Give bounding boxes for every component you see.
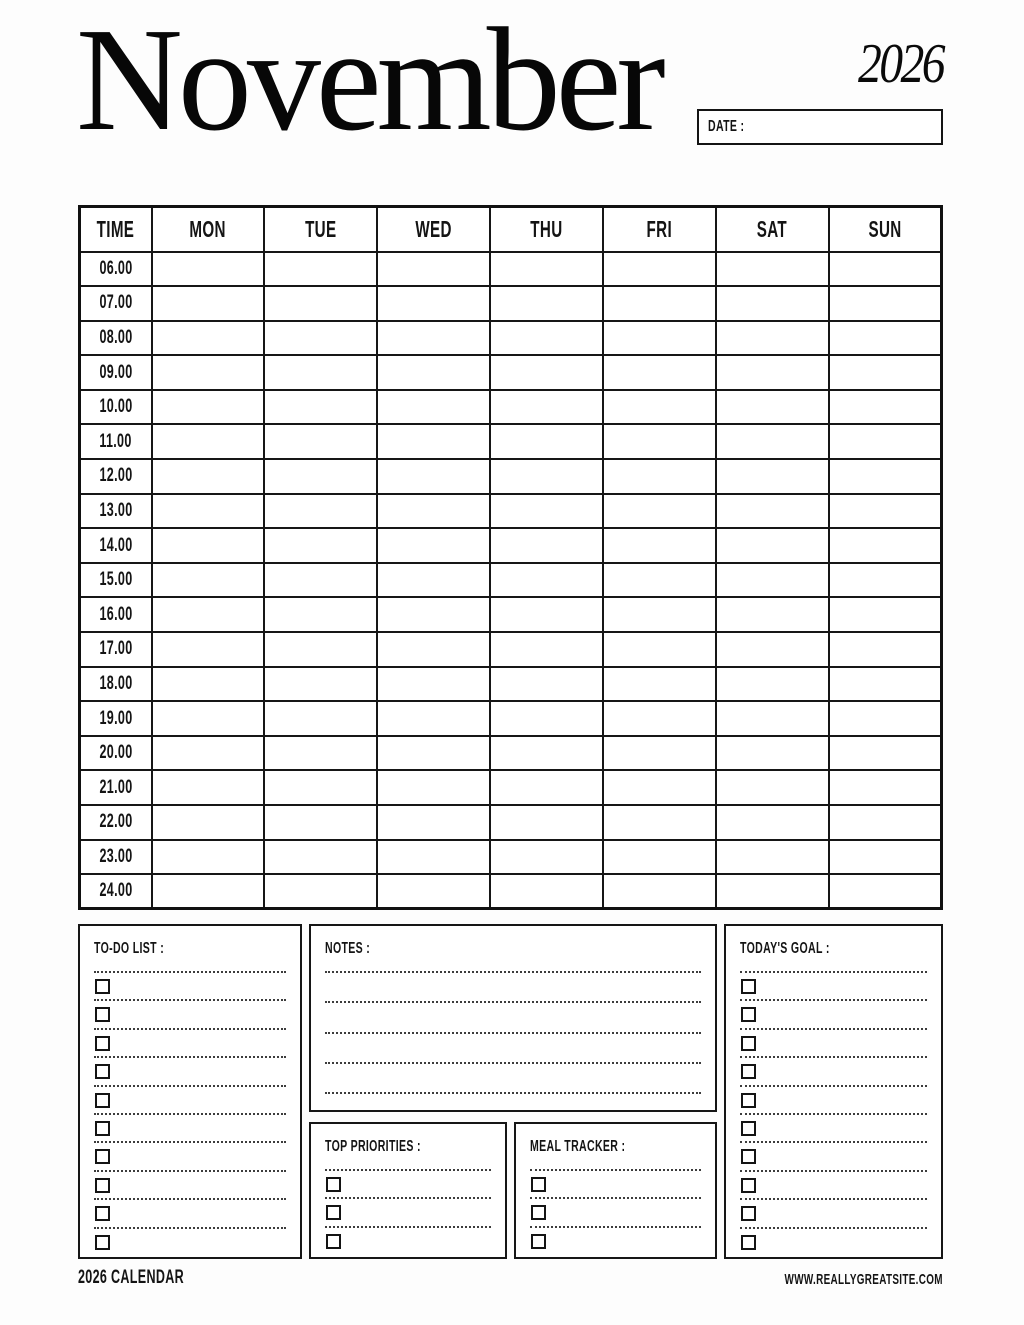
time-label	[80, 390, 152, 425]
schedule-cell[interactable]	[377, 252, 490, 287]
schedule-cell[interactable]	[829, 805, 942, 840]
schedule-cell[interactable]	[152, 667, 265, 702]
schedule-cell[interactable]	[829, 321, 942, 356]
schedule-cell[interactable]	[152, 840, 265, 875]
goal-checkbox[interactable]	[741, 1064, 756, 1079]
time-label	[80, 770, 152, 805]
time-label	[80, 632, 152, 667]
goal-item	[740, 971, 927, 999]
schedule-cell[interactable]	[603, 667, 716, 702]
schedule-cell[interactable]	[829, 390, 942, 425]
meal-tracker-title: MEAL TRACKER :	[530, 1138, 626, 1155]
schedule-cell[interactable]	[490, 494, 603, 529]
schedule-row	[80, 390, 942, 425]
schedule-cell[interactable]	[603, 459, 716, 494]
schedule-cell[interactable]	[490, 736, 603, 771]
schedule-cell[interactable]	[377, 736, 490, 771]
schedule-cell[interactable]	[152, 390, 265, 425]
schedule-row	[80, 528, 942, 563]
priority-checkbox[interactable]	[326, 1177, 341, 1192]
schedule-cell[interactable]	[829, 597, 942, 632]
schedule-row	[80, 736, 942, 771]
priority-checkbox[interactable]	[326, 1205, 341, 1220]
column-header-wed	[377, 207, 490, 252]
todo-checkbox[interactable]	[95, 1093, 110, 1108]
goal-item	[740, 1028, 927, 1056]
schedule-row	[80, 459, 942, 494]
time-label-text: 12.00	[99, 465, 133, 487]
time-label	[80, 286, 152, 321]
priority-item	[325, 1169, 491, 1197]
column-header-label: FRI	[646, 215, 673, 242]
schedule-cell[interactable]	[264, 563, 377, 598]
schedule-cell[interactable]	[152, 459, 265, 494]
schedule-cell[interactable]	[264, 770, 377, 805]
todays-goal-box	[724, 924, 943, 1259]
column-header-thu	[490, 207, 603, 252]
schedule-cell[interactable]	[716, 459, 829, 494]
goal-checkbox[interactable]	[741, 1235, 756, 1250]
column-header-label: TUE	[305, 215, 337, 242]
schedule-header-row	[80, 207, 942, 252]
column-header-label: SAT	[757, 215, 788, 242]
goal-item	[740, 999, 927, 1027]
schedule-cell[interactable]	[603, 321, 716, 356]
schedule-cell[interactable]	[829, 286, 942, 321]
schedule-cell[interactable]	[152, 424, 265, 459]
schedule-cell[interactable]	[716, 805, 829, 840]
todo-list-title: TO-DO LIST :	[94, 940, 165, 957]
todo-list-box	[78, 924, 302, 1259]
goal-item	[740, 1170, 927, 1198]
schedule-cell[interactable]	[377, 494, 490, 529]
schedule-cell[interactable]	[377, 286, 490, 321]
time-label-text: 13.00	[99, 499, 133, 521]
schedule-cell[interactable]	[264, 252, 377, 287]
schedule-row	[80, 424, 942, 459]
schedule-cell[interactable]	[152, 701, 265, 736]
schedule-cell[interactable]	[490, 874, 603, 909]
schedule-cell[interactable]	[716, 528, 829, 563]
time-label-text: 15.00	[99, 569, 133, 591]
schedule-cell[interactable]	[829, 252, 942, 287]
top-priorities-title: TOP PRIORITIES :	[325, 1138, 421, 1155]
schedule-cell[interactable]	[264, 667, 377, 702]
goal-item	[740, 1227, 927, 1255]
schedule-cell[interactable]	[716, 667, 829, 702]
schedule-cell[interactable]	[716, 424, 829, 459]
date-label: DATE :	[708, 118, 745, 135]
priority-checkbox[interactable]	[326, 1234, 341, 1249]
note-line	[325, 1062, 701, 1092]
todo-checkbox[interactable]	[95, 1036, 110, 1051]
schedule-cell[interactable]	[377, 840, 490, 875]
schedule-cell[interactable]	[152, 286, 265, 321]
time-label-text: 20.00	[99, 742, 133, 764]
time-label	[80, 667, 152, 702]
todo-checkbox[interactable]	[95, 1178, 110, 1193]
goal-item	[740, 1113, 927, 1141]
time-label	[80, 701, 152, 736]
todo-checkbox[interactable]	[95, 1121, 110, 1136]
schedule-row	[80, 632, 942, 667]
schedule-cell[interactable]	[152, 321, 265, 356]
goal-item	[740, 1085, 927, 1113]
time-label	[80, 736, 152, 771]
time-label-text: 18.00	[99, 672, 133, 694]
time-label	[80, 840, 152, 875]
schedule-row	[80, 667, 942, 702]
schedule-cell[interactable]	[490, 805, 603, 840]
todo-item	[94, 1028, 286, 1056]
notes-title: NOTES :	[325, 940, 371, 957]
time-label-text: 21.00	[99, 776, 133, 798]
schedule-cell[interactable]	[377, 528, 490, 563]
schedule-cell[interactable]	[716, 770, 829, 805]
schedule-row	[80, 321, 942, 356]
time-label-text: 06.00	[99, 257, 133, 279]
schedule-cell[interactable]	[377, 321, 490, 356]
todo-checkbox[interactable]	[95, 1149, 110, 1164]
schedule-cell[interactable]	[603, 632, 716, 667]
time-label-text: 10.00	[99, 396, 133, 418]
todo-item	[94, 1141, 286, 1169]
schedule-cell[interactable]	[377, 874, 490, 909]
priority-item	[325, 1197, 491, 1225]
time-label-text: 19.00	[99, 707, 133, 729]
schedule-cell[interactable]	[829, 528, 942, 563]
schedule-cell[interactable]	[716, 597, 829, 632]
schedule-table	[78, 205, 943, 910]
goal-checkbox[interactable]	[741, 979, 756, 994]
meal-item	[530, 1197, 701, 1225]
schedule-cell[interactable]	[264, 632, 377, 667]
schedule-cell[interactable]	[603, 805, 716, 840]
schedule-cell[interactable]	[490, 355, 603, 390]
schedule-cell[interactable]	[716, 632, 829, 667]
schedule-cell[interactable]	[716, 286, 829, 321]
time-label	[80, 494, 152, 529]
schedule-cell[interactable]	[603, 424, 716, 459]
schedule-cell[interactable]	[490, 459, 603, 494]
schedule-cell[interactable]	[603, 563, 716, 598]
schedule-row	[80, 355, 942, 390]
schedule-cell[interactable]	[716, 321, 829, 356]
schedule-cell[interactable]	[490, 667, 603, 702]
goal-checkbox[interactable]	[741, 1093, 756, 1108]
time-label	[80, 874, 152, 909]
schedule-cell[interactable]	[152, 805, 265, 840]
column-header-time	[80, 207, 152, 252]
schedule-cell[interactable]	[716, 701, 829, 736]
goal-item	[740, 1141, 927, 1169]
time-label	[80, 597, 152, 632]
schedule-row	[80, 494, 942, 529]
todo-item	[94, 1085, 286, 1113]
top-priorities-box	[309, 1122, 507, 1259]
footer-calendar-label: 2026 CALENDAR	[78, 1267, 185, 1288]
meal-tracker-box	[514, 1122, 717, 1259]
priority-item	[325, 1226, 491, 1254]
date-field[interactable]	[697, 109, 943, 145]
schedule-cell[interactable]	[490, 701, 603, 736]
goal-checkbox[interactable]	[741, 1036, 756, 1051]
schedule-cell[interactable]	[603, 597, 716, 632]
schedule-cell[interactable]	[152, 528, 265, 563]
column-header-label: SUN	[868, 215, 902, 242]
schedule-cell[interactable]	[829, 563, 942, 598]
schedule-cell[interactable]	[490, 840, 603, 875]
schedule-cell[interactable]	[829, 667, 942, 702]
schedule-cell[interactable]	[377, 597, 490, 632]
schedule-cell[interactable]	[490, 770, 603, 805]
note-line	[325, 1032, 701, 1062]
column-header-sat	[716, 207, 829, 252]
schedule-cell[interactable]	[264, 736, 377, 771]
schedule-cell[interactable]	[377, 701, 490, 736]
notes-box	[309, 924, 717, 1112]
schedule-cell[interactable]	[603, 355, 716, 390]
todo-item	[94, 1113, 286, 1141]
schedule-cell[interactable]	[152, 770, 265, 805]
schedule-cell[interactable]	[377, 424, 490, 459]
todo-checkbox[interactable]	[95, 1235, 110, 1250]
schedule-cell[interactable]	[152, 874, 265, 909]
schedule-cell[interactable]	[152, 252, 265, 287]
schedule-cell[interactable]	[716, 840, 829, 875]
schedule-cell[interactable]	[490, 424, 603, 459]
time-label-text: 23.00	[99, 845, 133, 867]
schedule-cell[interactable]	[490, 286, 603, 321]
note-line	[325, 1092, 701, 1122]
schedule-cell[interactable]	[603, 736, 716, 771]
column-header-sun	[829, 207, 942, 252]
schedule-cell[interactable]	[264, 355, 377, 390]
schedule-cell[interactable]	[264, 390, 377, 425]
todo-checkbox[interactable]	[95, 1206, 110, 1221]
schedule-cell[interactable]	[603, 840, 716, 875]
goal-checkbox[interactable]	[741, 1007, 756, 1022]
schedule-cell[interactable]	[377, 805, 490, 840]
schedule-cell[interactable]	[716, 355, 829, 390]
column-header-label: TIME	[96, 215, 135, 242]
schedule-cell[interactable]	[829, 701, 942, 736]
time-label	[80, 355, 152, 390]
schedule-cell[interactable]	[264, 494, 377, 529]
schedule-cell[interactable]	[377, 632, 490, 667]
column-header-label: WED	[415, 215, 452, 242]
schedule-cell[interactable]	[603, 701, 716, 736]
schedule-cell[interactable]	[603, 390, 716, 425]
time-label-text: 09.00	[99, 361, 133, 383]
time-label	[80, 252, 152, 287]
schedule-row	[80, 563, 942, 598]
schedule-row	[80, 805, 942, 840]
schedule-cell[interactable]	[829, 355, 942, 390]
todo-checkbox[interactable]	[95, 979, 110, 994]
time-label	[80, 424, 152, 459]
column-header-fri	[603, 207, 716, 252]
schedule-cell[interactable]	[603, 494, 716, 529]
schedule-cell[interactable]	[264, 528, 377, 563]
time-label	[80, 563, 152, 598]
goal-checkbox[interactable]	[741, 1149, 756, 1164]
time-label-text: 11.00	[99, 430, 132, 452]
schedule-cell[interactable]	[716, 874, 829, 909]
time-label	[80, 528, 152, 563]
schedule-cell[interactable]	[829, 494, 942, 529]
page-title: November	[76, 0, 661, 162]
schedule-cell[interactable]	[490, 597, 603, 632]
time-label	[80, 805, 152, 840]
schedule-cell[interactable]	[264, 874, 377, 909]
goal-item	[740, 1198, 927, 1226]
goal-checkbox[interactable]	[741, 1121, 756, 1136]
schedule-row	[80, 770, 942, 805]
schedule-row	[80, 701, 942, 736]
schedule-cell[interactable]	[490, 252, 603, 287]
schedule-cell[interactable]	[377, 667, 490, 702]
time-label-text: 07.00	[99, 292, 133, 314]
todo-item	[94, 999, 286, 1027]
schedule-cell[interactable]	[152, 597, 265, 632]
schedule-cell[interactable]	[829, 424, 942, 459]
column-header-label: MON	[189, 215, 227, 242]
schedule-cell[interactable]	[716, 390, 829, 425]
todo-item	[94, 1227, 286, 1255]
schedule-cell[interactable]	[264, 805, 377, 840]
schedule-cell[interactable]	[490, 632, 603, 667]
goal-checkbox[interactable]	[741, 1206, 756, 1221]
note-line	[325, 1001, 701, 1031]
schedule-cell[interactable]	[603, 252, 716, 287]
schedule-cell[interactable]	[264, 321, 377, 356]
time-label-text: 24.00	[99, 880, 133, 902]
column-header-mon	[152, 207, 265, 252]
schedule-cell[interactable]	[377, 390, 490, 425]
column-header-label: THU	[530, 215, 563, 242]
todo-checkbox[interactable]	[95, 1064, 110, 1079]
schedule-cell[interactable]	[603, 286, 716, 321]
schedule-row	[80, 252, 942, 287]
schedule-cell[interactable]	[152, 563, 265, 598]
footer-website-url: WWW.REALLYGREATSITE.COM	[784, 1271, 943, 1288]
meal-checkbox[interactable]	[531, 1177, 546, 1192]
schedule-cell[interactable]	[264, 840, 377, 875]
todo-item	[94, 971, 286, 999]
schedule-cell[interactable]	[264, 597, 377, 632]
schedule-cell[interactable]	[716, 494, 829, 529]
todo-item	[94, 1170, 286, 1198]
schedule-cell[interactable]	[603, 874, 716, 909]
schedule-cell[interactable]	[829, 632, 942, 667]
schedule-cell[interactable]	[716, 252, 829, 287]
schedule-cell[interactable]	[490, 563, 603, 598]
meal-item	[530, 1169, 701, 1197]
meal-item	[530, 1226, 701, 1254]
schedule-cell[interactable]	[152, 494, 265, 529]
schedule-cell[interactable]	[264, 701, 377, 736]
schedule-row	[80, 874, 942, 909]
todays-goal-title: TODAY'S GOAL :	[740, 940, 830, 957]
goal-checkbox[interactable]	[741, 1178, 756, 1193]
time-label	[80, 321, 152, 356]
goal-item	[740, 1056, 927, 1084]
time-label-text: 17.00	[99, 638, 133, 660]
schedule-cell[interactable]	[152, 632, 265, 667]
schedule-cell[interactable]	[377, 770, 490, 805]
schedule-row	[80, 840, 942, 875]
column-header-tue	[264, 207, 377, 252]
schedule-cell[interactable]	[829, 840, 942, 875]
year-label: 2026	[858, 33, 943, 95]
todo-item	[94, 1198, 286, 1226]
todo-item	[94, 1056, 286, 1084]
schedule-cell[interactable]	[377, 459, 490, 494]
schedule-cell[interactable]	[829, 459, 942, 494]
note-line	[325, 971, 701, 1001]
schedule-row	[80, 597, 942, 632]
schedule-cell[interactable]	[716, 736, 829, 771]
schedule-cell[interactable]	[264, 459, 377, 494]
meal-checkbox[interactable]	[531, 1205, 546, 1220]
schedule-cell[interactable]	[264, 424, 377, 459]
time-label-text: 14.00	[99, 534, 133, 556]
schedule-cell[interactable]	[716, 563, 829, 598]
time-label-text: 22.00	[99, 811, 133, 833]
schedule-cell[interactable]	[152, 355, 265, 390]
time-label-text: 16.00	[99, 603, 133, 625]
schedule-cell[interactable]	[829, 736, 942, 771]
schedule-cell[interactable]	[490, 390, 603, 425]
schedule-cell[interactable]	[603, 770, 716, 805]
schedule-cell[interactable]	[829, 874, 942, 909]
schedule-cell[interactable]	[152, 736, 265, 771]
schedule-cell[interactable]	[377, 563, 490, 598]
time-label	[80, 459, 152, 494]
meal-checkbox[interactable]	[531, 1234, 546, 1249]
schedule-cell[interactable]	[829, 770, 942, 805]
schedule-cell[interactable]	[490, 321, 603, 356]
time-label-text: 08.00	[99, 326, 133, 348]
schedule-cell[interactable]	[490, 528, 603, 563]
schedule-cell[interactable]	[377, 355, 490, 390]
todo-checkbox[interactable]	[95, 1007, 110, 1022]
schedule-row	[80, 286, 942, 321]
schedule-cell[interactable]	[603, 528, 716, 563]
schedule-cell[interactable]	[264, 286, 377, 321]
